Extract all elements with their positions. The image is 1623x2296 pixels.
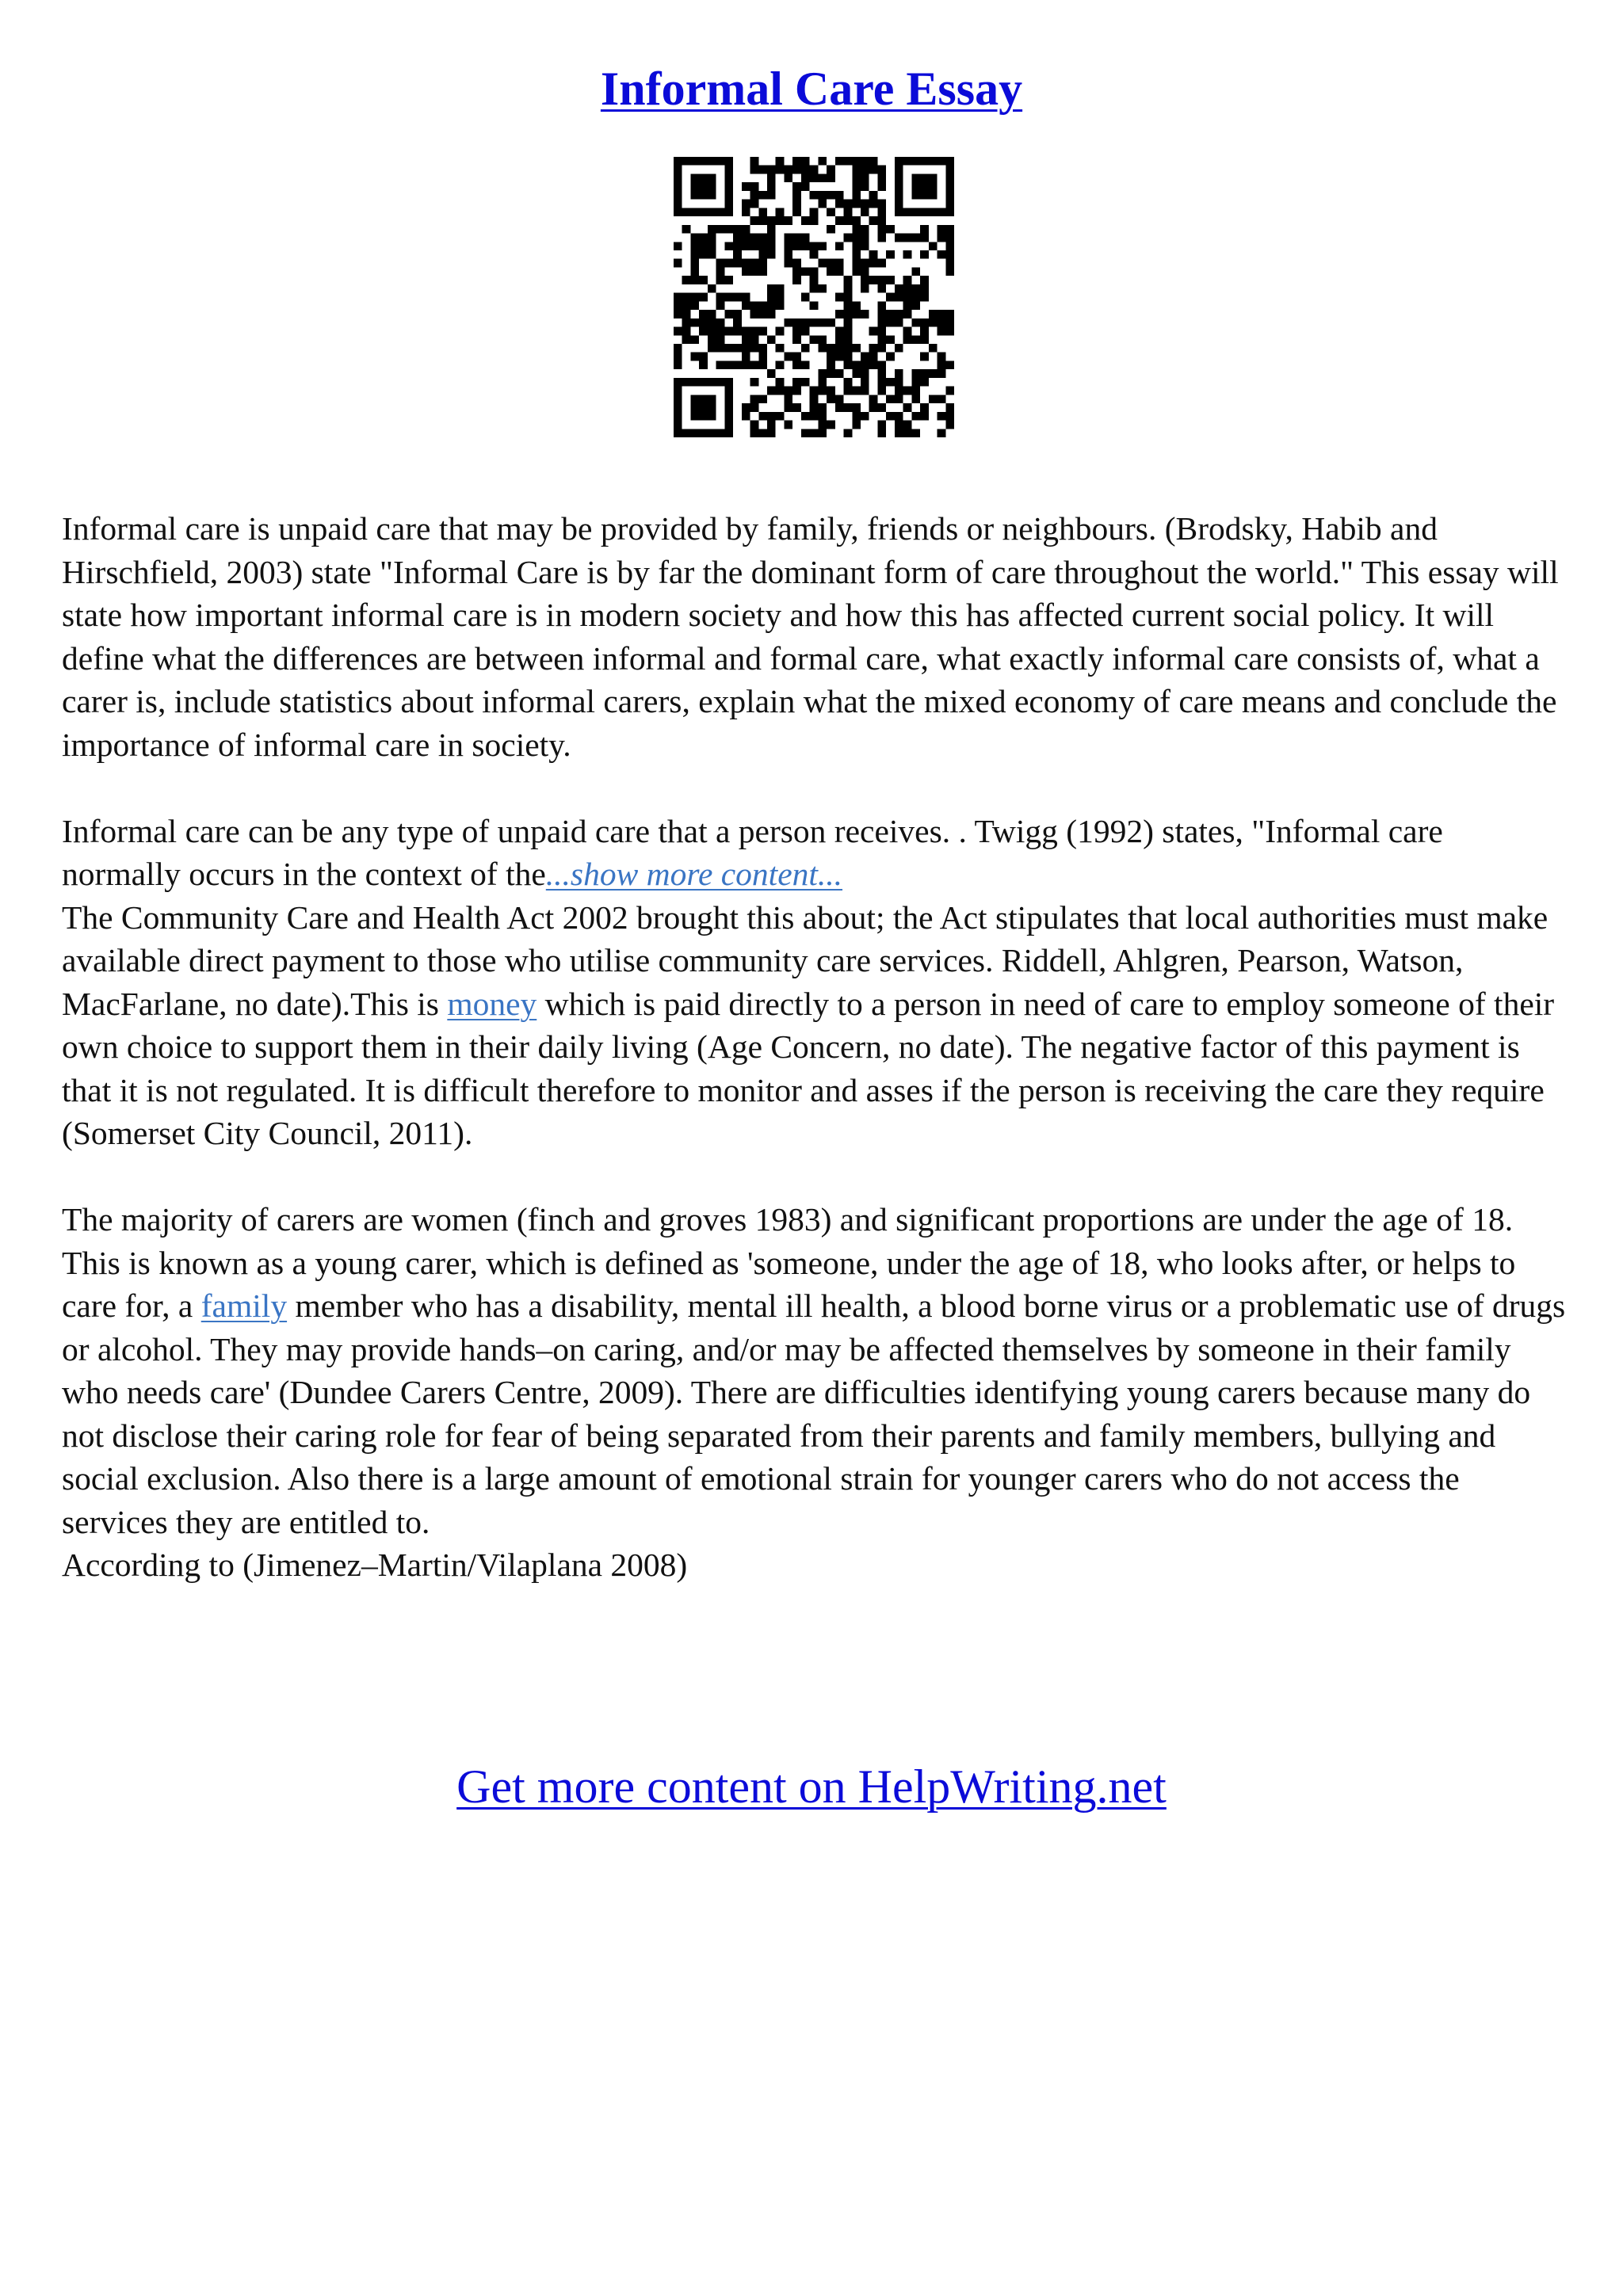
footer <box>0 1755 1623 1818</box>
paragraph-text: The Community Care and Health Act 2002 brought this about; the Act stipulates that local authorities must make available direct payment to those who utilise community care services. Riddell, Ahlgren, Pearson, Watson, MacFarlane, no date).This is <box>62 898 1549 1022</box>
essay-body <box>62 507 1568 1587</box>
paragraph-text: member who has a disability, mental ill health, a blood borne virus or a problematic use of drugs or alcohol. They may provide hands–on caring, and/or may be affected themselves by someone in their family who needs care' (Dundee Carers Centre, 2009). There are difficulties identifying young carers because many do not disclose their caring role for fear of being separated from their parents and family members, bullying and social exclusion. Also there is a large amount of emotional strain for younger carers who do not access the services they are entitled to. <box>62 1287 1566 1540</box>
essay-paragraph: According to (Jimenez–Martin/Vilaplana 2008) <box>62 1547 688 1583</box>
money-link[interactable]: money <box>447 985 537 1022</box>
paragraph-text: Informal care can be any type of unpaid care that a person receives. . Twigg (1992) states, "Informal care normally occurs in the context of the <box>62 812 1443 892</box>
get-more-content-link[interactable]: Get more content on HelpWriting.net <box>456 1760 1167 1813</box>
essay-paragraph: Informal care is unpaid care that may be provided by family, friends or neighbours. (Brodsky, Habib and Hirschfield, 2003) state "Informal Care is by far the dominant form of care throughout the world." This essay will state how important informal care is in modern society and how this has affected current social policy. It will define what the differences are between informal and formal care, what exactly informal care consists of, what a carer is, include statistics about informal carers, explain what the mixed economy of care means and conclude the importance of informal care in society. <box>62 510 1559 763</box>
qr-code-icon <box>674 157 954 437</box>
page-title <box>0 57 1623 120</box>
show-more-link[interactable]: ...show more content... <box>545 856 843 892</box>
essay-paragraph <box>62 810 1568 896</box>
essay-paragraph <box>62 896 1568 1155</box>
paragraph-text: The majority of carers are women (finch and groves 1983) and significant proportions are under the age of 18. This is known as a young carer, which is defined as 'someone, under the age of 18, who looks after, or helps to care for, a <box>62 1201 1516 1324</box>
essay-paragraph <box>62 1198 1568 1543</box>
title-link[interactable]: Informal Care Essay <box>600 63 1023 115</box>
paragraph-text: which is paid directly to a person in need of care to employ someone of their own choice to support them in their daily living (Age Concern, no date). The negative factor of this payment is that it is not regulated. It is difficult therefore to monitor and asses if the person is receiving the care they require (Somerset City Council, 2011). <box>62 985 1555 1151</box>
family-link[interactable]: family <box>200 1287 288 1324</box>
